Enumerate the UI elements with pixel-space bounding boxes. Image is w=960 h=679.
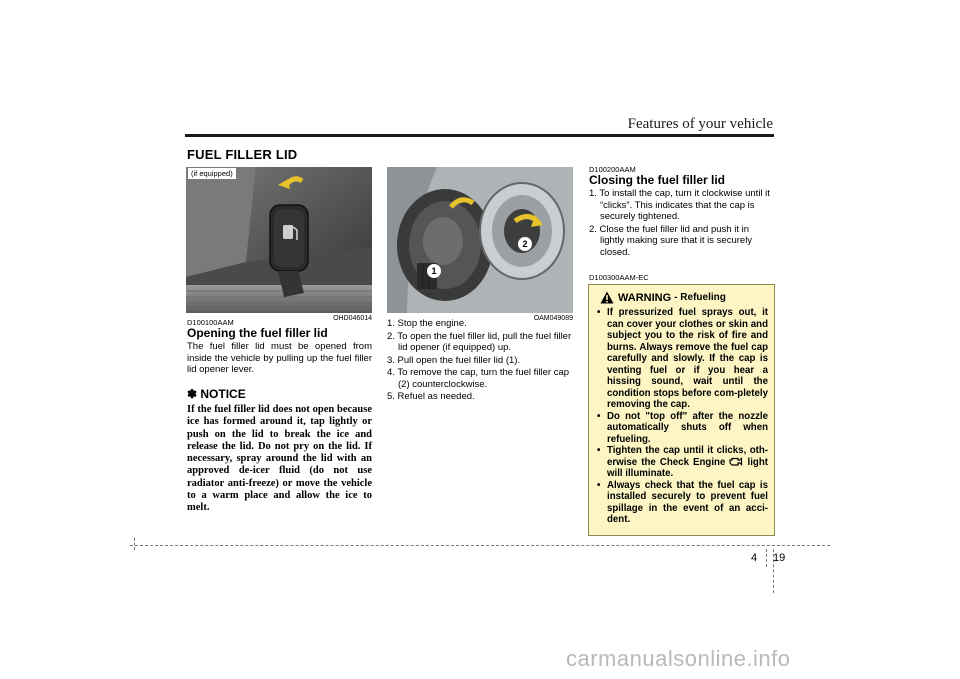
check-engine-icon xyxy=(729,457,743,466)
figure-code-middle: OAM049089 xyxy=(533,315,573,322)
page-divider xyxy=(766,549,767,567)
footer-rule xyxy=(130,545,830,546)
warning-item xyxy=(595,445,768,480)
step-item: 2. Close the fuel filler lid and push it in lightly making sure that it is securely closed. xyxy=(589,223,753,258)
step-item: 5. Refuel as needed. xyxy=(387,391,475,402)
step-item: 1. To install the cap, turn it clockwise until it “clicks”. This indicates that the cap is securely tightened. xyxy=(589,188,770,222)
warning-item: • Do not "top off" after the nozzle automatically shuts off when refueling. xyxy=(595,411,768,446)
warning-code: D100300AAM-EC xyxy=(589,273,649,282)
running-header: Features of your vehicle xyxy=(627,116,773,132)
notice-title: ✽ NOTICE xyxy=(187,387,246,401)
warning-item-text-b: light will illuminate. xyxy=(607,456,768,479)
callout-1: 1 xyxy=(431,266,437,276)
warning-header xyxy=(600,291,768,304)
warning-triangle-icon xyxy=(600,291,614,304)
if-equipped-label: (if equipped) xyxy=(188,168,236,179)
chapter-number: 4 xyxy=(751,552,758,564)
warning-title: WARNING xyxy=(618,291,672,304)
watermark: carmanualsonline.info xyxy=(566,646,791,671)
opening-heading: Opening the fuel filler lid xyxy=(187,326,328,340)
page-number: 19 xyxy=(773,552,786,564)
section-title: FUEL FILLER LID xyxy=(187,147,298,162)
warning-list xyxy=(595,307,768,526)
warning-subtitle: - Refueling xyxy=(674,292,726,303)
footer-tick-left xyxy=(134,538,135,550)
closing-steps xyxy=(589,188,775,259)
warning-item-text-a: Tighten the cap until it clicks, oth-erwise the Check Engine xyxy=(607,445,768,468)
warning-box xyxy=(588,284,775,536)
header-rule xyxy=(185,134,774,137)
filler-photo xyxy=(387,167,573,313)
step-item: 2. To open the fuel filler lid, pull the fuel filler lid opener (if equipped) up. xyxy=(387,330,572,353)
lever-photo xyxy=(186,167,372,313)
opening-code: D100100AAM xyxy=(187,318,234,327)
closing-code: D100200AAM xyxy=(589,165,636,174)
callout-2: 2 xyxy=(522,239,528,249)
opening-steps xyxy=(387,318,573,404)
step-item: 3. Pull open the fuel filler lid (1). xyxy=(387,354,521,366)
warning-item: • If pressurized fuel sprays out, it can cover your clothes or skin and subject you to the risk of fire and burns. Always remove the fuel cap carefully and slowly. If the cap is venting fuel or if you hear a hissing sound, wait until the condition stops before com-pletely removing the cap. xyxy=(595,307,768,411)
notice-text: If the fuel filler lid does not open because ice has formed around it, tap lightly or push on the lid to break the ice and release the lid. Do not pry on the lid. If necessary, spray around the lid with an approved de-icer fluid (do not use radiator anti-freeze) or move the vehicle to a warm place and allow the ice to melt. xyxy=(187,404,372,514)
step-item: 4. To remove the cap, turn the fuel filler cap (2) counterclockwise. xyxy=(387,367,570,390)
step-item: 1. Stop the engine. xyxy=(387,318,467,329)
closing-heading: Closing the fuel filler lid xyxy=(589,173,726,187)
figure-code-left: OHD046014 xyxy=(333,315,372,322)
warning-item: • Always check that the fuel cap is installed securely to prevent fuel spillage in the event of an acci-dent. xyxy=(595,480,768,526)
opening-text: The fuel filler lid must be opened from inside the vehicle by pulling up the fuel filler lid opener lever. xyxy=(187,341,372,375)
